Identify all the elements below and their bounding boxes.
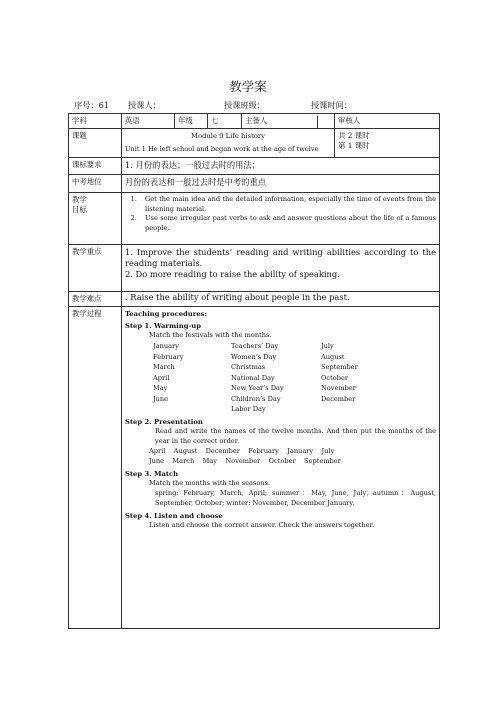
goal-item: 1. Get the main idea and the detailed information, especially the time of events from the listening material. bbox=[139, 195, 436, 214]
hours-cell bbox=[335, 128, 440, 157]
goals-list bbox=[125, 195, 436, 233]
month-cell: January bbox=[153, 342, 179, 351]
unit-title: Unit 1 He left school and began work at the age of twelve bbox=[125, 145, 319, 154]
month-cell: June bbox=[153, 394, 169, 403]
month-cell: October bbox=[321, 373, 348, 382]
festival-cell: Christmas bbox=[231, 363, 266, 372]
difficulty-text: . Raise the ability of writing about people in the past. bbox=[122, 291, 440, 306]
serial-number: 序号：61 bbox=[74, 100, 109, 110]
month-cell: December bbox=[321, 394, 356, 403]
months-line-2: June March May November October September bbox=[149, 456, 341, 465]
month-cell: March bbox=[153, 363, 175, 372]
process-label: 教学过程 bbox=[69, 306, 122, 628]
month-cell bbox=[153, 404, 231, 415]
goals-label-line2: 目标 bbox=[72, 204, 87, 214]
month-cell bbox=[321, 404, 401, 415]
goal-item: 2. Use some irregular past verbs to ask and answer questions about the life of a famous people. bbox=[139, 214, 436, 233]
teacher-label: 授课人： bbox=[128, 100, 161, 110]
festival-cell: Teachers’ Day bbox=[231, 342, 279, 351]
festival-cell: Women’s Day bbox=[231, 352, 277, 361]
step1-title: Step 1. Warming-up bbox=[125, 322, 201, 331]
step1-instruction: Match the festivals with the months. bbox=[149, 331, 272, 340]
topic-cell bbox=[122, 128, 335, 157]
festival-cell: Children’s Day bbox=[231, 394, 281, 403]
keypoints-cell bbox=[122, 244, 440, 291]
keypoints-label: 教学重点 bbox=[69, 244, 122, 291]
hours-total: 共 2 课时 bbox=[338, 130, 370, 140]
lesson-plan-table bbox=[68, 113, 440, 629]
standard-text: 1. 月份的表达；一般过去时的用法； bbox=[122, 157, 440, 174]
step3-instruction: Match the months with the seasons. bbox=[149, 478, 271, 487]
festival-cell: New Year’s Day bbox=[231, 384, 284, 393]
step2-instruction: Read and write the names of the twelve months. And then put the months of the year in the correct order. bbox=[155, 427, 436, 446]
festival-cell: National Day bbox=[231, 373, 275, 382]
month-cell: May bbox=[153, 384, 168, 393]
grade-label: 年级 bbox=[175, 114, 208, 129]
subject-value: 英语 bbox=[122, 114, 175, 129]
step4-title: Step 4. Listen and choose bbox=[125, 511, 223, 520]
month-cell: September bbox=[321, 363, 358, 372]
seasons-text: spring: February, March, April; summer：May, June, July；autumn：August, September, October; winter: November, December January. bbox=[155, 488, 436, 507]
standard-label: 课标要求 bbox=[69, 157, 122, 174]
difficulty-label: 教学难点 bbox=[69, 291, 122, 306]
class-label: 授课班级： bbox=[224, 100, 265, 110]
exam-label: 中考地位 bbox=[69, 174, 122, 192]
exam-text: 月份的表达和一般过去时是中考的重点 bbox=[122, 174, 440, 192]
step4-instruction: Listen and choose the correct answer. Check the answers together. bbox=[149, 520, 375, 529]
step2-title: Step 2. Presentation bbox=[125, 418, 203, 427]
procedures-heading: Teaching procedures: bbox=[125, 309, 207, 318]
subject-label: 学科 bbox=[69, 114, 122, 129]
month-cell: November bbox=[321, 384, 356, 393]
festival-month-grid bbox=[125, 341, 436, 415]
header-line bbox=[74, 100, 434, 111]
month-cell: July bbox=[321, 342, 334, 351]
goals-cell bbox=[122, 192, 440, 244]
reviewer-label: 审核人 bbox=[338, 116, 361, 125]
module-title: Module 9 Life history bbox=[191, 131, 265, 140]
time-label: 授课时间： bbox=[311, 100, 352, 110]
topic-label: 课题 bbox=[69, 128, 122, 157]
step3-title: Step 3. Match bbox=[125, 469, 179, 478]
goals-label-line1: 教学 bbox=[72, 194, 87, 204]
page-title: 教学案 bbox=[229, 79, 267, 94]
months-line-1: April August December February January July bbox=[149, 446, 335, 455]
month-cell: April bbox=[153, 373, 170, 382]
keypoint-item: 2. Do more reading to raise the ability of speaking. bbox=[125, 269, 340, 280]
month-cell: August bbox=[321, 352, 345, 361]
process-cell bbox=[122, 306, 440, 628]
grade-value: 七 bbox=[208, 114, 242, 129]
month-cell: February bbox=[153, 352, 184, 361]
festival-cell: Labor Day bbox=[231, 405, 266, 414]
keypoint-item: 1. Improve the students’ reading and writing abilities according to the reading materials. bbox=[125, 246, 436, 269]
goals-label bbox=[69, 192, 122, 244]
hours-this: 第 1 课时 bbox=[338, 140, 370, 150]
reviewer-cell bbox=[335, 114, 440, 129]
preparer-label: 主备人 bbox=[242, 114, 335, 129]
